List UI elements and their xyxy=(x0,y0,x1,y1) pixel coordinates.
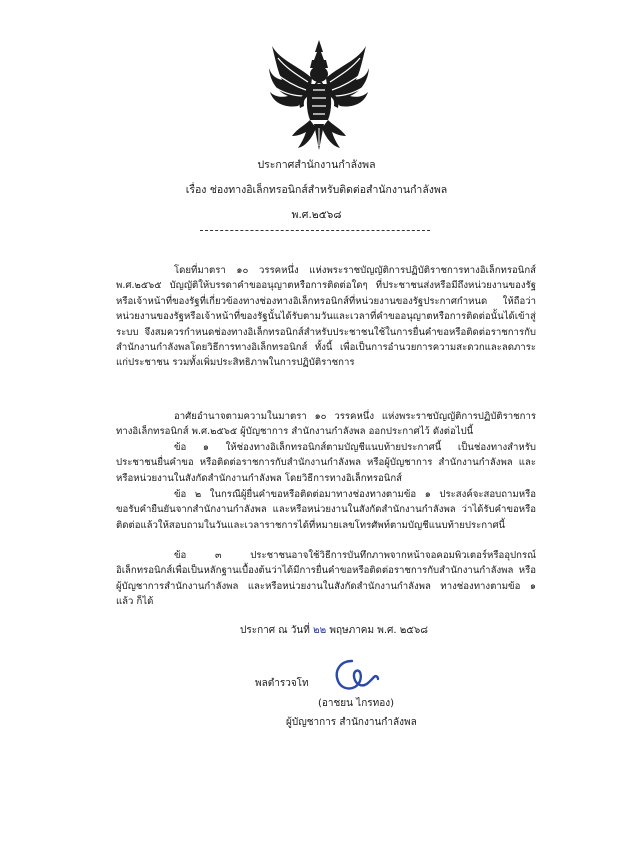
announcement-title: ประกาศสำนักงานกำลังพล xyxy=(257,159,376,171)
dated-prefix: ประกาศ ณ วันที่ xyxy=(240,625,310,636)
handwritten-signature xyxy=(330,655,382,695)
paragraph-text: ข้อ ๑ ให้ช่องทางอิเล็กทรอนิกส์ตามบัญชีแนบท้ายประกาศนี้ เป็นช่องทางสำหรับประชาชนยื่นคำขอ หรือติดต่อราชการกับสำนักงานกำลังพล หรือผู้บัญชาการ สำนักงานกำลังพล และหรือหน่วยงานในสังกัดสำนักงานกำลังพล โดยวิธีการทางอิเล็กทรอนิกส์ xyxy=(116,442,536,484)
clause-3 xyxy=(116,548,536,610)
signer-position: ผู้บัญชาการ สำนักงานกำลังพล xyxy=(286,717,417,728)
paragraph-text: ข้อ ๓ ประชาชนอาจใช้วิธีการบันทึกภาพจากหน้าจอคอมพิวเตอร์หรืออุปกรณ์อิเล็กทรอนิกส์เพื่อเป็นหลักฐานเบื้องต้นว่าได้มีการยื่นคำขอหรือติดต่อราชการกับสำนักงานกำลังพล หรือผู้บัญชาการสำนักงานกำลังพล และหรือหน่วยงานในสังกัดสำนักงานกำลังพล ทางช่องทางตามข้อ ๑ แล้ว ก็ได้ xyxy=(116,550,536,608)
paragraph-text: โดยที่มาตรา ๑๐ วรรคหนึ่ง แห่งพระราชบัญญัติการปฏิบัติราชการทางอิเล็กทรอนิกส์ พ.ศ.๒๕๖๕ บัญญัติให้บรรดาคำขออนุญาตหรือการติดต่อใดๆ ที่ประชาชนส่งหรือมีถึงหน่วยงานของรัฐหรือเจ้าหน้าที่ของรัฐที่เกี่ยวข้องทางช่องทางอิเล็กทรอนิกส์ที่หน่วยงานของรัฐประกาศกำหนด ให้ถือว่าหน่วยงานของรัฐหรือเจ้าหน้าที่ของรัฐนั้นได้รับตามวันและเวลาที่คำขออนุญาตหรือการติดต่อนั้นได้เข้าสู่ระบบ จึงสมควรกำหนดช่องทางอิเล็กทรอนิกส์สำหรับประชาชนใช้ในการยื่นคำขอหรือติดต่อราชการกับสำนักงานกำลังพลโดยวิธีการทางอิเล็กทรอนิกส์ ทั้งนี้ เพื่อเป็นการอำนวยการความสะดวกและลดภาระแก่ประชาชน รวมทั้งเพิ่มประสิทธิภาพในการปฏิบัติราชการ xyxy=(116,265,536,369)
dated-month-year: พฤษภาคม พ.ศ. ๒๕๖๘ xyxy=(329,625,428,636)
dated-line xyxy=(240,624,428,638)
paragraph-text: อาศัยอำนาจตามความในมาตรา ๑๐ วรรคหนึ่ง แห่งพระราชบัญญัติการปฏิบัติราชการทางอิเล็กทรอนิกส์ พ.ศ.๒๕๖๕ ผู้บัญชาการ สำนักงานกำลังพล ออกประกาศไว้ ดังต่อไปนี้ xyxy=(116,411,536,438)
paragraph-authority xyxy=(116,409,536,440)
signer-rank: พลตำรวจโท xyxy=(255,678,309,689)
dashed-divider xyxy=(200,230,430,231)
paragraph-preamble xyxy=(116,263,536,371)
garuda-emblem-icon xyxy=(268,38,370,153)
clause-1 xyxy=(116,440,536,486)
dated-day: ๒๒ xyxy=(312,625,327,636)
announcement-subject: เรื่อง ช่องทางอิเล็กทรอนิกส์สำหรับติดต่อสำนักงานกำลังพล xyxy=(185,184,448,196)
clause-2 xyxy=(116,487,536,533)
announcement-year: พ.ศ.๒๕๖๘ xyxy=(291,209,342,221)
signer-name: (อาชยน ไกรทอง) xyxy=(318,698,395,709)
paragraph-text: ข้อ ๒ ในกรณีผู้ยื่นคำขอหรือติดต่อมาทางช่องทางตามข้อ ๑ ประสงค์จะสอบถามหรือขอรับคำยืนยันจากสำนักงานกำลังพล และหรือหน่วยงานในสังกัดสำนักงานกำลังพล ว่าได้รับคำขอหรือติดต่อแล้วให้สอบถามในวันและเวลาราชการได้ที่หมายเลขโทรศัพท์ตามบัญชีแนบท้ายประกาศนี้ xyxy=(116,489,536,531)
